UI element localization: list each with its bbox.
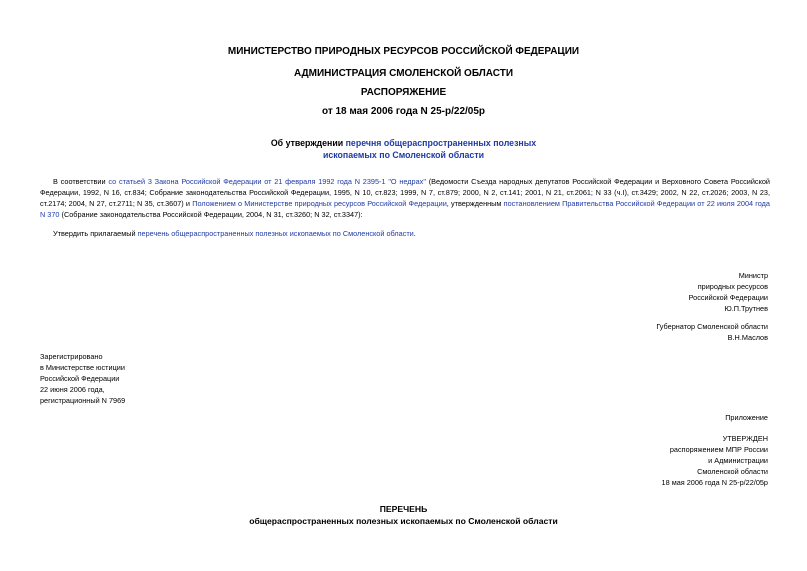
document-subject: [0, 137, 807, 161]
minister-line: природных ресурсов: [697, 282, 768, 291]
minister-line: Российской Федерации: [688, 293, 768, 302]
p1-text-3: , утвержденным: [446, 199, 504, 208]
list-subtitle: общераспространенных полезных ископаемых по Смоленской области: [249, 516, 558, 526]
administration-heading: АДМИНИСТРАЦИЯ СМОЛЕНСКОЙ ОБЛАСТИ: [293, 68, 514, 79]
registration-block: [40, 351, 125, 406]
approval-line: распоряжением МПР России: [669, 445, 768, 454]
approval-line: и Администрации: [708, 456, 768, 465]
registration-line: в Министерстве юстиции: [40, 363, 125, 372]
ministry-heading: МИНИСТЕРСТВО ПРИРОДНЫХ РЕСУРСОВ РОССИЙСКОЙ ФЕДЕРАЦИИ: [227, 46, 580, 57]
p1-text-4: (Собрание законодательства Российской Федерации, 2004, N 31, ст.3260; N 32, ст.3347):: [59, 210, 363, 219]
document-date-number: от 18 мая 2006 года N 25-р/22/05р: [321, 106, 486, 117]
registration-line: 22 июня 2006 года,: [40, 385, 105, 394]
document-type: РАСПОРЯЖЕНИЕ: [360, 87, 447, 98]
subject-prefix: Об утверждении: [270, 138, 346, 148]
approval-block: [662, 433, 768, 488]
governor-signature: [656, 321, 768, 343]
approval-line: 18 мая 2006 года N 25-р/22/05р: [661, 478, 768, 487]
registration-line: Зарегистрировано: [40, 352, 103, 361]
subject-link-line2[interactable]: ископаемых по Смоленской области: [322, 150, 485, 160]
approval-line: Смоленской области: [697, 467, 768, 476]
list-title: ПЕРЕЧЕНЬ: [379, 504, 428, 514]
minister-name: Ю.П.Трутнев: [724, 304, 768, 313]
p1-text-2: (Ведомости Съезда народных депутатов Российской Федерации и Верховного Совета Российской Федерации, 1992, N 16, ст.834; Собрание законодательства Российской Федерации, 1995, N 10, ст.823; 1999, N 7, ст.879; 2000, N 2, ст.141; 2001, N 21, ст.2061; N 33 (ч.I), ст.3429; 2002, N 22, ст.2026; 2003, N 23, ст.2174; 2004, N 27, ст.2711; N 35, ст.3607) и: [40, 177, 770, 208]
governor-name: В.Н.Маслов: [727, 333, 768, 342]
body-paragraph-2: [53, 228, 416, 239]
subject-link-line1[interactable]: перечня общераспространенных полезных: [345, 138, 537, 148]
ministry-regulation-link[interactable]: Положением о Министерстве природных ресурсов Российской Федерации: [192, 199, 447, 208]
p2-text-2: .: [413, 229, 416, 238]
law-nedra-link[interactable]: со статьей 3 Закона Российской Федерации от 21 февраля 1992 года N 2395-1 "О недрах": [108, 177, 426, 186]
list-link[interactable]: перечень общераспространенных полезных ископаемых по Смоленской области: [137, 229, 414, 238]
p1-text-1: В соответствии: [53, 177, 109, 186]
minister-signature: [689, 270, 768, 314]
registration-line: Российской Федерации: [40, 374, 120, 383]
p2-text-1: Утвердить прилагаемый: [53, 229, 138, 238]
body-paragraph-1: [40, 176, 770, 220]
registration-line: регистрационный N 7969: [40, 396, 126, 405]
appendix-label: Приложение: [725, 413, 768, 422]
minister-line: Министр: [738, 271, 768, 280]
approval-line: УТВЕРЖДЕН: [722, 434, 768, 443]
governor-title: Губернатор Смоленской области: [656, 322, 768, 331]
government-decree-link[interactable]: постановлением Правительства Российской Федерации от 22 июля 2004 года N 370: [40, 199, 770, 219]
